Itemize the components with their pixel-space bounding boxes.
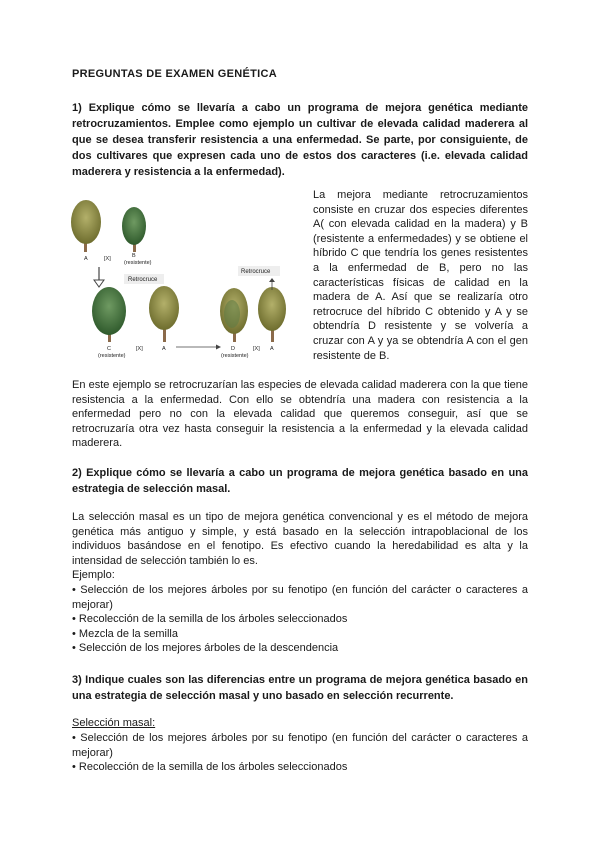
question-2: 2) Explique cómo se llevaría a cabo un programa de mejora genética basado en una estrategia de selección masal. bbox=[72, 467, 528, 495]
masal-steps-list bbox=[72, 731, 528, 775]
label-d-sub: (resistente) bbox=[221, 353, 249, 359]
tree-a-icon bbox=[71, 200, 101, 252]
down-arrow-icon bbox=[94, 267, 104, 287]
document-title: PREGUNTAS DE EXAMEN GENÉTICA bbox=[72, 68, 277, 80]
list-item: • Selección de los mejores árboles de la descendencia bbox=[72, 642, 339, 655]
label-b: B bbox=[132, 253, 136, 259]
question-1-answer: En este ejemplo se retrocruzarían las especies de elevada calidad maderera con la que tiene resistencia a la enfermedad. Con ello se obtendría una madera con resistencia a la enfermedad pero no con la elevada calidad que queremos conseguir, así que se retrocruzaría otra vez hasta conseguir la resistencia a la enfermedad y la elevada calidad maderera. bbox=[72, 379, 528, 450]
question-3: 3) Indique cuales son las diferencias entre un programa de mejora genética basado en una estrategia de selección masal y uno basado en selección recurrente. bbox=[72, 674, 528, 702]
label-c: C bbox=[107, 346, 111, 352]
label-a3: A bbox=[270, 346, 274, 352]
label-a1: A bbox=[84, 256, 88, 262]
example-label: Ejemplo: bbox=[72, 569, 115, 581]
label-a2: A bbox=[162, 346, 166, 352]
question-1: 1) Explique cómo se llevaría a cabo un programa de mejora genética mediante retrocruzamientos. Emplee como ejemplo un cultivar de elevada calidad maderera al que se desea transferir resistencia a una enfermedad. Se parte, por consiguiente, de dos cultivares que expresen cada uno de estos dos caracteres (i.e. elevada calidad maderera y resistencia a la enfermedad). bbox=[72, 102, 528, 178]
list-item: • Selección de los mejores árboles por su fenotipo (en función del carácter o caracteres a mejorar) bbox=[72, 584, 528, 611]
retrocruce-label-2: Retrocruce bbox=[241, 269, 271, 275]
tree-c-icon bbox=[92, 287, 126, 342]
list-item: • Mezcla de la semilla bbox=[72, 627, 178, 640]
list-item: • Recolección de la semilla de los árboles seleccionados bbox=[72, 613, 348, 626]
list-item: • Recolección de la semilla de los árboles seleccionados bbox=[72, 761, 348, 774]
label-x1: [X] bbox=[104, 256, 111, 262]
masal-subheading: Selección masal: bbox=[72, 717, 156, 729]
right-arrow-icon bbox=[176, 345, 221, 350]
tree-a2-icon bbox=[149, 286, 179, 342]
backcross-diagram bbox=[66, 194, 304, 364]
list-item: • Selección de los mejores árboles por su fenotipo (en función del carácter o caracteres a mejorar) bbox=[72, 732, 528, 759]
tree-d-icon bbox=[220, 288, 248, 342]
tree-a3-icon bbox=[258, 287, 286, 342]
label-c-sub: (resistente) bbox=[98, 353, 126, 359]
selection-steps-list bbox=[72, 583, 528, 656]
figure-explanation: La mejora mediante retrocruzamientos consiste en cruzar dos especies diferentes A( con elevada calidad en la madera) y B (resistente a enfermedades) y se obtiene el híbrido C que tendría los genes resistentes a la enfermedad de B, pero no las características físicas de calidad en la madera de A. Así que se realizaría otro retrocruce del híbrido C obtenido y A y se obtendría D resistente y se volvería a cruzar con A y ya se obtendría A con el gen resistente de B. bbox=[313, 189, 528, 362]
label-x3: [X] bbox=[253, 346, 260, 352]
label-d: D bbox=[231, 346, 235, 352]
label-x2: [X] bbox=[136, 346, 143, 352]
label-b-sub: (resistente) bbox=[124, 260, 152, 266]
question-2-answer: La selección masal es un tipo de mejora genética convencional y es el método de mejora genética más antiguo y simple, y está basado en la selección intrapoblacional de los individuos basándose en el fenotipo. Es efectivo cuando la heredabilidad es alta y la intensidad de selección también lo es. bbox=[72, 511, 528, 567]
tree-b-icon bbox=[122, 207, 146, 252]
retrocruce-label-1: Retrocruce bbox=[128, 277, 158, 283]
